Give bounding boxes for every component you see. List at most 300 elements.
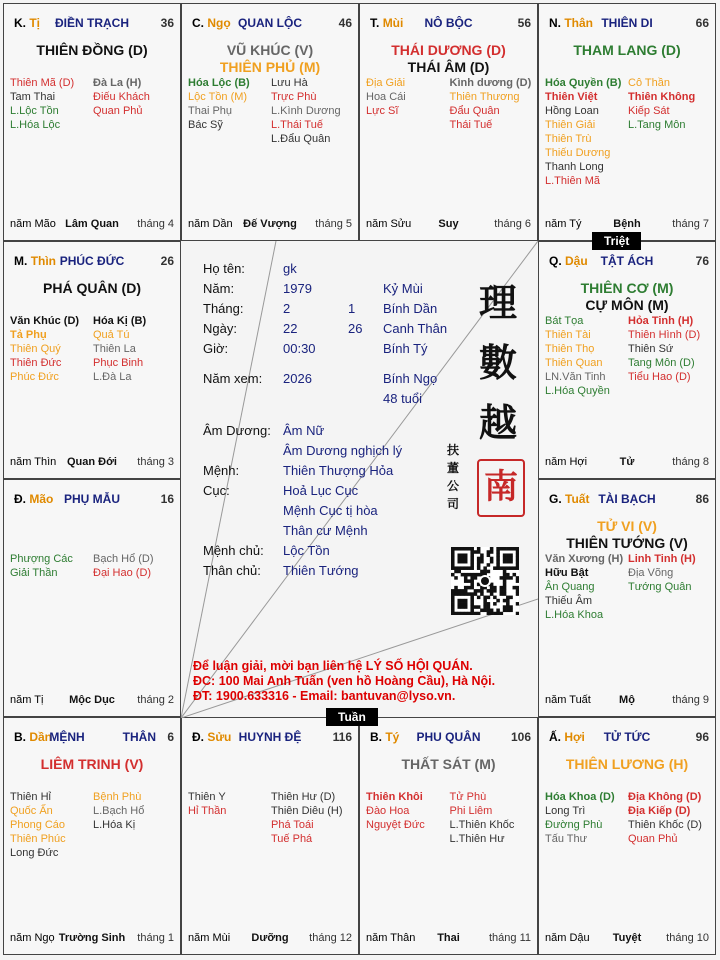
minor-star: Bát Tọa	[545, 315, 584, 327]
minor-stars-left	[545, 314, 628, 398]
palace-cell-mao	[3, 479, 181, 717]
minor-star: Tướng Quân	[628, 581, 692, 593]
minor-stars-left	[10, 76, 93, 132]
minor-star: Hỏa Tinh (H)	[628, 315, 694, 327]
palace-header	[366, 16, 531, 32]
branch-prefix: C.	[192, 16, 204, 30]
minor-star: Thiên Trù	[545, 133, 592, 145]
palace-number: 76	[695, 254, 709, 268]
label-than-chu: Thân chủ:	[203, 563, 261, 578]
branch-prefix: M.	[14, 254, 28, 268]
palace-header	[10, 492, 174, 508]
triet-badge: Triệt	[592, 232, 641, 250]
minor-star: Thiên Thương	[449, 91, 520, 103]
palace-name-2: THÂN	[122, 730, 156, 744]
minor-star: Tiểu Hao (D)	[628, 371, 691, 383]
minor-star: Thiên Hỉ	[10, 791, 51, 803]
palace-number: 6	[167, 730, 174, 744]
value-thang-can: Bính Dần	[383, 301, 438, 316]
minor-stars-right	[93, 314, 176, 384]
main-stars	[4, 280, 180, 297]
palace-name: ĐIỀN TRẠCH	[55, 16, 129, 30]
minor-stars-left	[10, 552, 93, 580]
minor-star: Hữu Bật	[545, 567, 589, 579]
label-nam-xem: Năm xem:	[203, 371, 263, 386]
minor-star: Phá Toái	[271, 819, 314, 831]
minor-star: Thanh Long	[545, 161, 604, 173]
palace-month: tháng 8	[672, 456, 709, 468]
minor-star: Hóa Quyền (B)	[545, 77, 622, 89]
minor-star: Thiên Giải	[545, 119, 596, 131]
info-labels	[203, 259, 262, 389]
palace-number: 16	[160, 492, 174, 506]
minor-stars-right	[271, 790, 354, 846]
value-than-chu: Thiên Tướng	[283, 563, 359, 578]
info-values-2	[283, 421, 402, 581]
palace-month: tháng 9	[672, 694, 709, 706]
palace-year: năm Tý	[545, 218, 582, 230]
minor-star: Phục Binh	[93, 357, 144, 369]
main-star: THIÊN PHỦ (M)	[219, 59, 321, 75]
main-star: LIÊM TRINH (V)	[40, 756, 144, 772]
minor-stars-right	[628, 790, 711, 846]
palace-year: năm Ngọ	[10, 932, 55, 944]
palace-year: năm Hợi	[545, 456, 588, 468]
main-star: THAM LANG (D)	[573, 42, 681, 58]
minor-star: Thai Phụ	[188, 105, 233, 117]
minor-star: Phúc Đức	[10, 371, 59, 383]
palace-footer	[545, 218, 709, 232]
palace-stage: Đế Vượng	[243, 218, 297, 230]
minor-star: Trực Phù	[271, 91, 317, 103]
minor-star: Thiên La	[93, 343, 136, 355]
main-star: TỬ VI (V)	[597, 518, 657, 534]
minor-star: Thiên Khốc (D)	[628, 819, 702, 831]
minor-stars-left	[188, 76, 271, 146]
palace-cell-suu	[181, 717, 359, 955]
main-star: THIÊN LƯƠNG (H)	[565, 756, 689, 772]
palace-cell-mui	[359, 3, 538, 241]
palace-footer	[10, 932, 174, 946]
minor-stars	[366, 790, 533, 846]
minor-star: Kình dương (D)	[449, 77, 532, 89]
palace-cell-tuat	[538, 479, 716, 717]
palace-stage: Tử	[619, 456, 635, 468]
minor-star: Thiên Đức	[10, 357, 62, 369]
label-ho-ten: Họ tên:	[203, 261, 245, 276]
branch-prefix: K.	[14, 16, 26, 30]
branch-name: Ngọ	[207, 16, 231, 30]
center-info-panel	[181, 241, 538, 718]
minor-star: Thiên Hình (D)	[628, 329, 701, 341]
label-am-duong: Âm Dương:	[203, 423, 271, 438]
minor-star: Nguyệt Đức	[366, 819, 425, 831]
minor-star: Hóa Kị (B)	[93, 315, 147, 327]
tuan-badge: Tuần	[326, 708, 378, 726]
palace-cell-than	[538, 3, 716, 241]
minor-stars	[188, 790, 354, 846]
main-star: THIÊN TƯỚNG (V)	[566, 535, 688, 551]
minor-star: Long Đức	[10, 847, 59, 859]
value-cuc-1: Hoả Lục Cục	[283, 483, 359, 498]
palace-cell-ti	[3, 3, 181, 241]
minor-star: Hóa Khoa (D)	[545, 791, 615, 803]
branch-prefix: T.	[370, 16, 380, 30]
palace-month: tháng 1	[137, 932, 174, 944]
palace-stage: Tuyệt	[612, 932, 642, 944]
minor-star: L.Hóa Lộc	[10, 119, 61, 131]
contact-line-2: ĐC: 100 Mai Anh Tuấn (ven hồ Hoàng Cầu), Hà Nội.	[193, 674, 496, 688]
branch-name: Dần	[29, 730, 53, 744]
palace-name: QUAN LỘC	[238, 16, 302, 30]
main-stars	[4, 42, 180, 59]
minor-stars-left	[10, 790, 93, 860]
minor-stars	[366, 76, 533, 132]
minor-star: Bệnh Phù	[93, 791, 142, 803]
minor-star: L.Kình Dương	[271, 105, 341, 117]
palace-header	[188, 16, 352, 32]
palace-name: PHU QUÂN	[416, 730, 481, 744]
minor-star: Thiếu Âm	[545, 595, 593, 607]
minor-star: Long Trì	[545, 805, 586, 817]
palace-month: tháng 11	[488, 932, 531, 944]
palace-month: tháng 10	[666, 932, 709, 944]
minor-stars-right	[628, 76, 711, 188]
palace-cell-hoi	[538, 717, 716, 955]
calligraphy-main	[473, 273, 523, 453]
minor-stars	[10, 76, 176, 132]
minor-star: Lưu Hà	[271, 77, 308, 89]
value-am-duong-2: Âm Dương nghịch lý	[283, 443, 403, 458]
branch-name: Thìn	[30, 254, 57, 268]
minor-star: Tang Môn (D)	[628, 357, 695, 369]
palace-name: THIÊN DI	[601, 16, 653, 30]
branch-name: Hợi	[564, 730, 585, 744]
palace-footer	[188, 218, 352, 232]
main-star: THÁI DƯƠNG (D)	[391, 42, 506, 58]
palace-stage: Mộ	[619, 694, 635, 706]
minor-star: Địa Không (D)	[628, 791, 702, 803]
minor-stars	[545, 76, 711, 188]
minor-star: Thiên Phúc	[10, 833, 66, 845]
minor-stars-left	[545, 790, 628, 846]
seal-stamp: 南	[477, 459, 525, 517]
minor-star: Hoa Cái	[366, 91, 406, 103]
branch-prefix: Đ.	[192, 730, 204, 744]
palace-stage: Mộc Dục	[69, 694, 115, 706]
palace-year: năm Thân	[366, 932, 416, 944]
calligraphy-sub: 扶董公司	[447, 443, 460, 511]
value-gio-can: Bính Tý	[383, 341, 428, 356]
minor-star: Bạch Hổ (D)	[93, 553, 154, 565]
info-values	[283, 259, 316, 389]
palace-header	[10, 254, 174, 270]
minor-star: LN.Văn Tinh	[545, 371, 606, 383]
minor-star: Thiên Sứ	[628, 343, 674, 355]
info-labels-2	[203, 421, 271, 581]
minor-stars-left	[545, 76, 628, 188]
minor-star: L.Hóa Khoa	[545, 609, 604, 621]
label-gio: Giờ:	[203, 341, 229, 356]
main-star: CỰ MÔN (M)	[585, 297, 669, 313]
minor-stars-right	[450, 790, 534, 846]
main-stars	[4, 756, 180, 773]
palace-cell-dau	[538, 241, 716, 479]
main-stars	[539, 42, 715, 59]
minor-star: L.Đẩu Quân	[271, 133, 331, 145]
minor-stars	[545, 790, 711, 846]
minor-star: L.Bạch Hổ	[93, 805, 145, 817]
main-stars	[539, 518, 715, 552]
minor-star: Tử Phù	[449, 791, 487, 803]
palace-stage: Suy	[438, 218, 459, 230]
minor-star: Địa Giải	[366, 77, 406, 89]
branch-name: Tuất	[565, 492, 590, 506]
palace-stage: Dưỡng	[251, 932, 289, 944]
minor-star: L.Tang Môn	[628, 119, 686, 131]
palace-name: HUYNH ĐỆ	[238, 730, 302, 744]
minor-star: Tả Phụ	[10, 329, 47, 341]
palace-name: TÀI BẠCH	[598, 492, 656, 506]
minor-star: Kiếp Sát	[628, 105, 670, 117]
minor-stars	[545, 552, 711, 622]
minor-stars	[10, 314, 176, 384]
info-can-chi	[383, 279, 447, 409]
minor-stars-right	[628, 314, 711, 398]
minor-star: Đào Hoa	[366, 805, 410, 817]
branch-name: Mùi	[382, 16, 404, 30]
minor-star: Hóa Lộc (B)	[188, 77, 250, 89]
palace-footer	[366, 932, 531, 946]
value-nam-xem-can: Bính Ngọ	[383, 371, 438, 386]
palace-footer	[366, 218, 531, 232]
minor-stars	[10, 790, 176, 860]
palace-month: tháng 7	[672, 218, 709, 230]
minor-star: Phi Liêm	[449, 805, 493, 817]
palace-footer	[10, 694, 174, 708]
calligraphy-char-1: 理	[478, 280, 517, 325]
minor-star: Bác Sỹ	[188, 119, 223, 131]
minor-star: Đường Phù	[545, 819, 603, 831]
palace-header	[545, 254, 709, 270]
palace-year: năm Tuất	[545, 694, 591, 706]
minor-star: Điếu Khách	[93, 91, 150, 103]
branch-prefix: Q.	[549, 254, 562, 268]
palace-footer	[545, 932, 709, 946]
minor-star: Tuế Phá	[271, 833, 313, 845]
palace-year: năm Dậu	[545, 932, 590, 944]
minor-star: Giải Thần	[10, 567, 58, 579]
minor-stars-left	[366, 790, 450, 846]
palace-header	[188, 730, 352, 746]
value-nam: 1979	[283, 281, 312, 296]
value-am-duong-1: Âm Nữ	[283, 423, 325, 438]
minor-star: Thiên Hư (D)	[271, 791, 336, 803]
minor-star: Quan Phủ	[93, 105, 143, 117]
minor-star: Thiên Tài	[545, 329, 591, 341]
label-thang: Tháng:	[203, 301, 244, 316]
palace-month: tháng 5	[315, 218, 352, 230]
minor-star: Cô Thần	[628, 77, 670, 89]
palace-name: TẬT ÁCH	[600, 254, 654, 268]
palace-header	[545, 16, 709, 32]
info-lunar	[348, 299, 362, 339]
minor-stars	[188, 76, 354, 146]
palace-number: 46	[338, 16, 352, 30]
value-nam-xem: 2026	[283, 371, 312, 386]
palace-header	[545, 492, 709, 508]
palace-number: 86	[695, 492, 709, 506]
minor-star: Thái Tuế	[449, 119, 493, 131]
value-tuoi: 48 tuổi	[383, 391, 423, 406]
minor-star: Hỉ Thần	[188, 805, 227, 817]
main-star: THÁI ÂM (D)	[407, 59, 490, 75]
palace-stage: Trường Sinh	[58, 932, 126, 944]
branch-name: Sửu	[207, 730, 232, 744]
branch-name: Mão	[29, 492, 54, 506]
main-stars	[360, 42, 537, 76]
qr-code	[451, 547, 519, 615]
palace-cell-ngo	[181, 3, 359, 241]
palace-cell-thin	[3, 241, 181, 479]
minor-star: Văn Xương (H)	[545, 553, 624, 565]
main-star: PHÁ QUÂN (D)	[43, 280, 141, 296]
label-nam: Năm:	[203, 281, 235, 296]
minor-star: Phượng Các	[10, 553, 73, 565]
minor-star: Địa Kiếp (D)	[628, 805, 691, 817]
minor-stars-left	[188, 790, 271, 846]
palace-stage: Bệnh	[613, 218, 641, 230]
value-ngay-can: Canh Thân	[383, 321, 448, 336]
minor-stars-right	[93, 790, 176, 860]
palace-month: tháng 6	[494, 218, 531, 230]
palace-month: tháng 4	[137, 218, 174, 230]
branch-name: Dậu	[565, 254, 588, 268]
value-gio: 00:30	[283, 341, 316, 356]
minor-star: Thiên Mã (D)	[10, 77, 75, 89]
palace-year: năm Tị	[10, 694, 44, 706]
label-ngay: Ngày:	[203, 321, 237, 336]
calligraphy-char-3: 越	[478, 400, 517, 445]
palace-stage: Thai	[437, 932, 460, 944]
minor-stars-right	[450, 76, 534, 132]
palace-header	[545, 730, 709, 746]
branch-prefix: Đ.	[14, 492, 26, 506]
minor-star: Đẩu Quân	[449, 105, 500, 117]
value-menh-chu: Lộc Tồn	[283, 543, 330, 558]
minor-star: Thiên Quan	[545, 357, 603, 369]
palace-header	[10, 730, 174, 746]
label-cuc: Cục:	[203, 483, 230, 498]
main-star: THIÊN CƠ (M)	[580, 280, 674, 296]
palace-name: PHỤ MẪU	[64, 492, 120, 506]
contact-block	[193, 659, 495, 704]
palace-stage: Quan Đới	[67, 456, 117, 468]
minor-star: Văn Khúc (D)	[10, 315, 80, 327]
palace-name: TỬ TỨC	[603, 730, 651, 744]
minor-star: L.Thái Tuế	[271, 119, 323, 131]
palace-footer	[545, 456, 709, 470]
palace-number: 116	[332, 730, 352, 744]
value-ngay-a: 22	[283, 321, 298, 336]
value-cuc-2: Mệnh Cục tị hòa	[283, 503, 378, 518]
minor-star: L.Thiên Mã	[545, 175, 601, 187]
minor-star: Ân Quang	[545, 581, 595, 593]
palace-year: năm Dần	[188, 218, 233, 230]
value-ho-ten: gk	[283, 261, 297, 276]
palace-cell-ty	[359, 717, 538, 955]
label-menh: Mệnh:	[203, 463, 240, 478]
palace-number: 96	[695, 730, 709, 744]
palace-month: tháng 3	[137, 456, 174, 468]
palace-header	[366, 730, 531, 746]
minor-star: Tấu Thư	[545, 833, 588, 845]
palace-month: tháng 2	[137, 694, 174, 706]
palace-year: năm Mão	[10, 218, 56, 230]
palace-number: 106	[510, 730, 531, 744]
minor-star: L.Lộc Tồn	[10, 105, 59, 117]
palace-footer	[545, 694, 709, 708]
minor-stars-left	[10, 314, 93, 384]
palace-footer	[10, 218, 174, 232]
branch-name: Tị	[29, 16, 41, 30]
minor-star: Thiên Thọ	[545, 343, 595, 355]
minor-stars-left	[545, 552, 628, 622]
minor-star: Thiên Không	[628, 91, 696, 103]
minor-star: Linh Tinh (H)	[628, 553, 696, 565]
minor-star: Đà La (H)	[93, 77, 142, 89]
palace-name: MỆNH	[49, 730, 85, 744]
palace-name: NÔ BỘC	[424, 16, 473, 30]
branch-prefix: G.	[549, 492, 562, 506]
minor-star: Lộc Tồn (M)	[188, 91, 248, 103]
branch-prefix: B.	[14, 730, 26, 744]
value-ngay-b: 26	[348, 321, 363, 336]
minor-star: L.Thiên Khốc	[449, 819, 515, 831]
minor-stars	[10, 552, 176, 580]
main-stars	[182, 42, 358, 76]
main-stars	[539, 280, 715, 314]
main-stars	[360, 756, 537, 773]
minor-star: Tam Thai	[10, 91, 56, 103]
minor-stars	[545, 314, 711, 398]
main-stars	[539, 756, 715, 773]
minor-stars-right	[93, 552, 176, 580]
minor-star: Phong Cáo	[10, 819, 66, 831]
palace-number: 56	[517, 16, 531, 30]
minor-star: Thiên Y	[188, 791, 226, 803]
value-menh: Thiên Thượng Hỏa	[283, 463, 394, 478]
palace-month: tháng 12	[309, 932, 352, 944]
branch-name: Tý	[385, 730, 400, 744]
qr-code-image	[451, 547, 519, 615]
palace-year: năm Thìn	[10, 456, 57, 468]
palace-name: PHÚC ĐỨC	[59, 254, 125, 268]
minor-star: L.Hóa Kị	[93, 819, 136, 831]
palace-number: 66	[695, 16, 709, 30]
branch-name: Thân	[564, 16, 594, 30]
minor-star: Thiên Diêu (H)	[271, 805, 343, 817]
value-nam-can: Kỷ Mùi	[383, 281, 423, 296]
value-cuc-3: Thân cư Mệnh	[283, 523, 368, 538]
minor-star: Thiên Quý	[10, 343, 61, 355]
palace-cell-dan	[3, 717, 181, 955]
palace-header	[10, 16, 174, 32]
minor-star: Lực Sĩ	[366, 105, 399, 117]
minor-star: Quan Phủ	[628, 833, 678, 845]
palace-footer	[188, 932, 352, 946]
minor-star: Thiếu Dương	[545, 147, 611, 159]
